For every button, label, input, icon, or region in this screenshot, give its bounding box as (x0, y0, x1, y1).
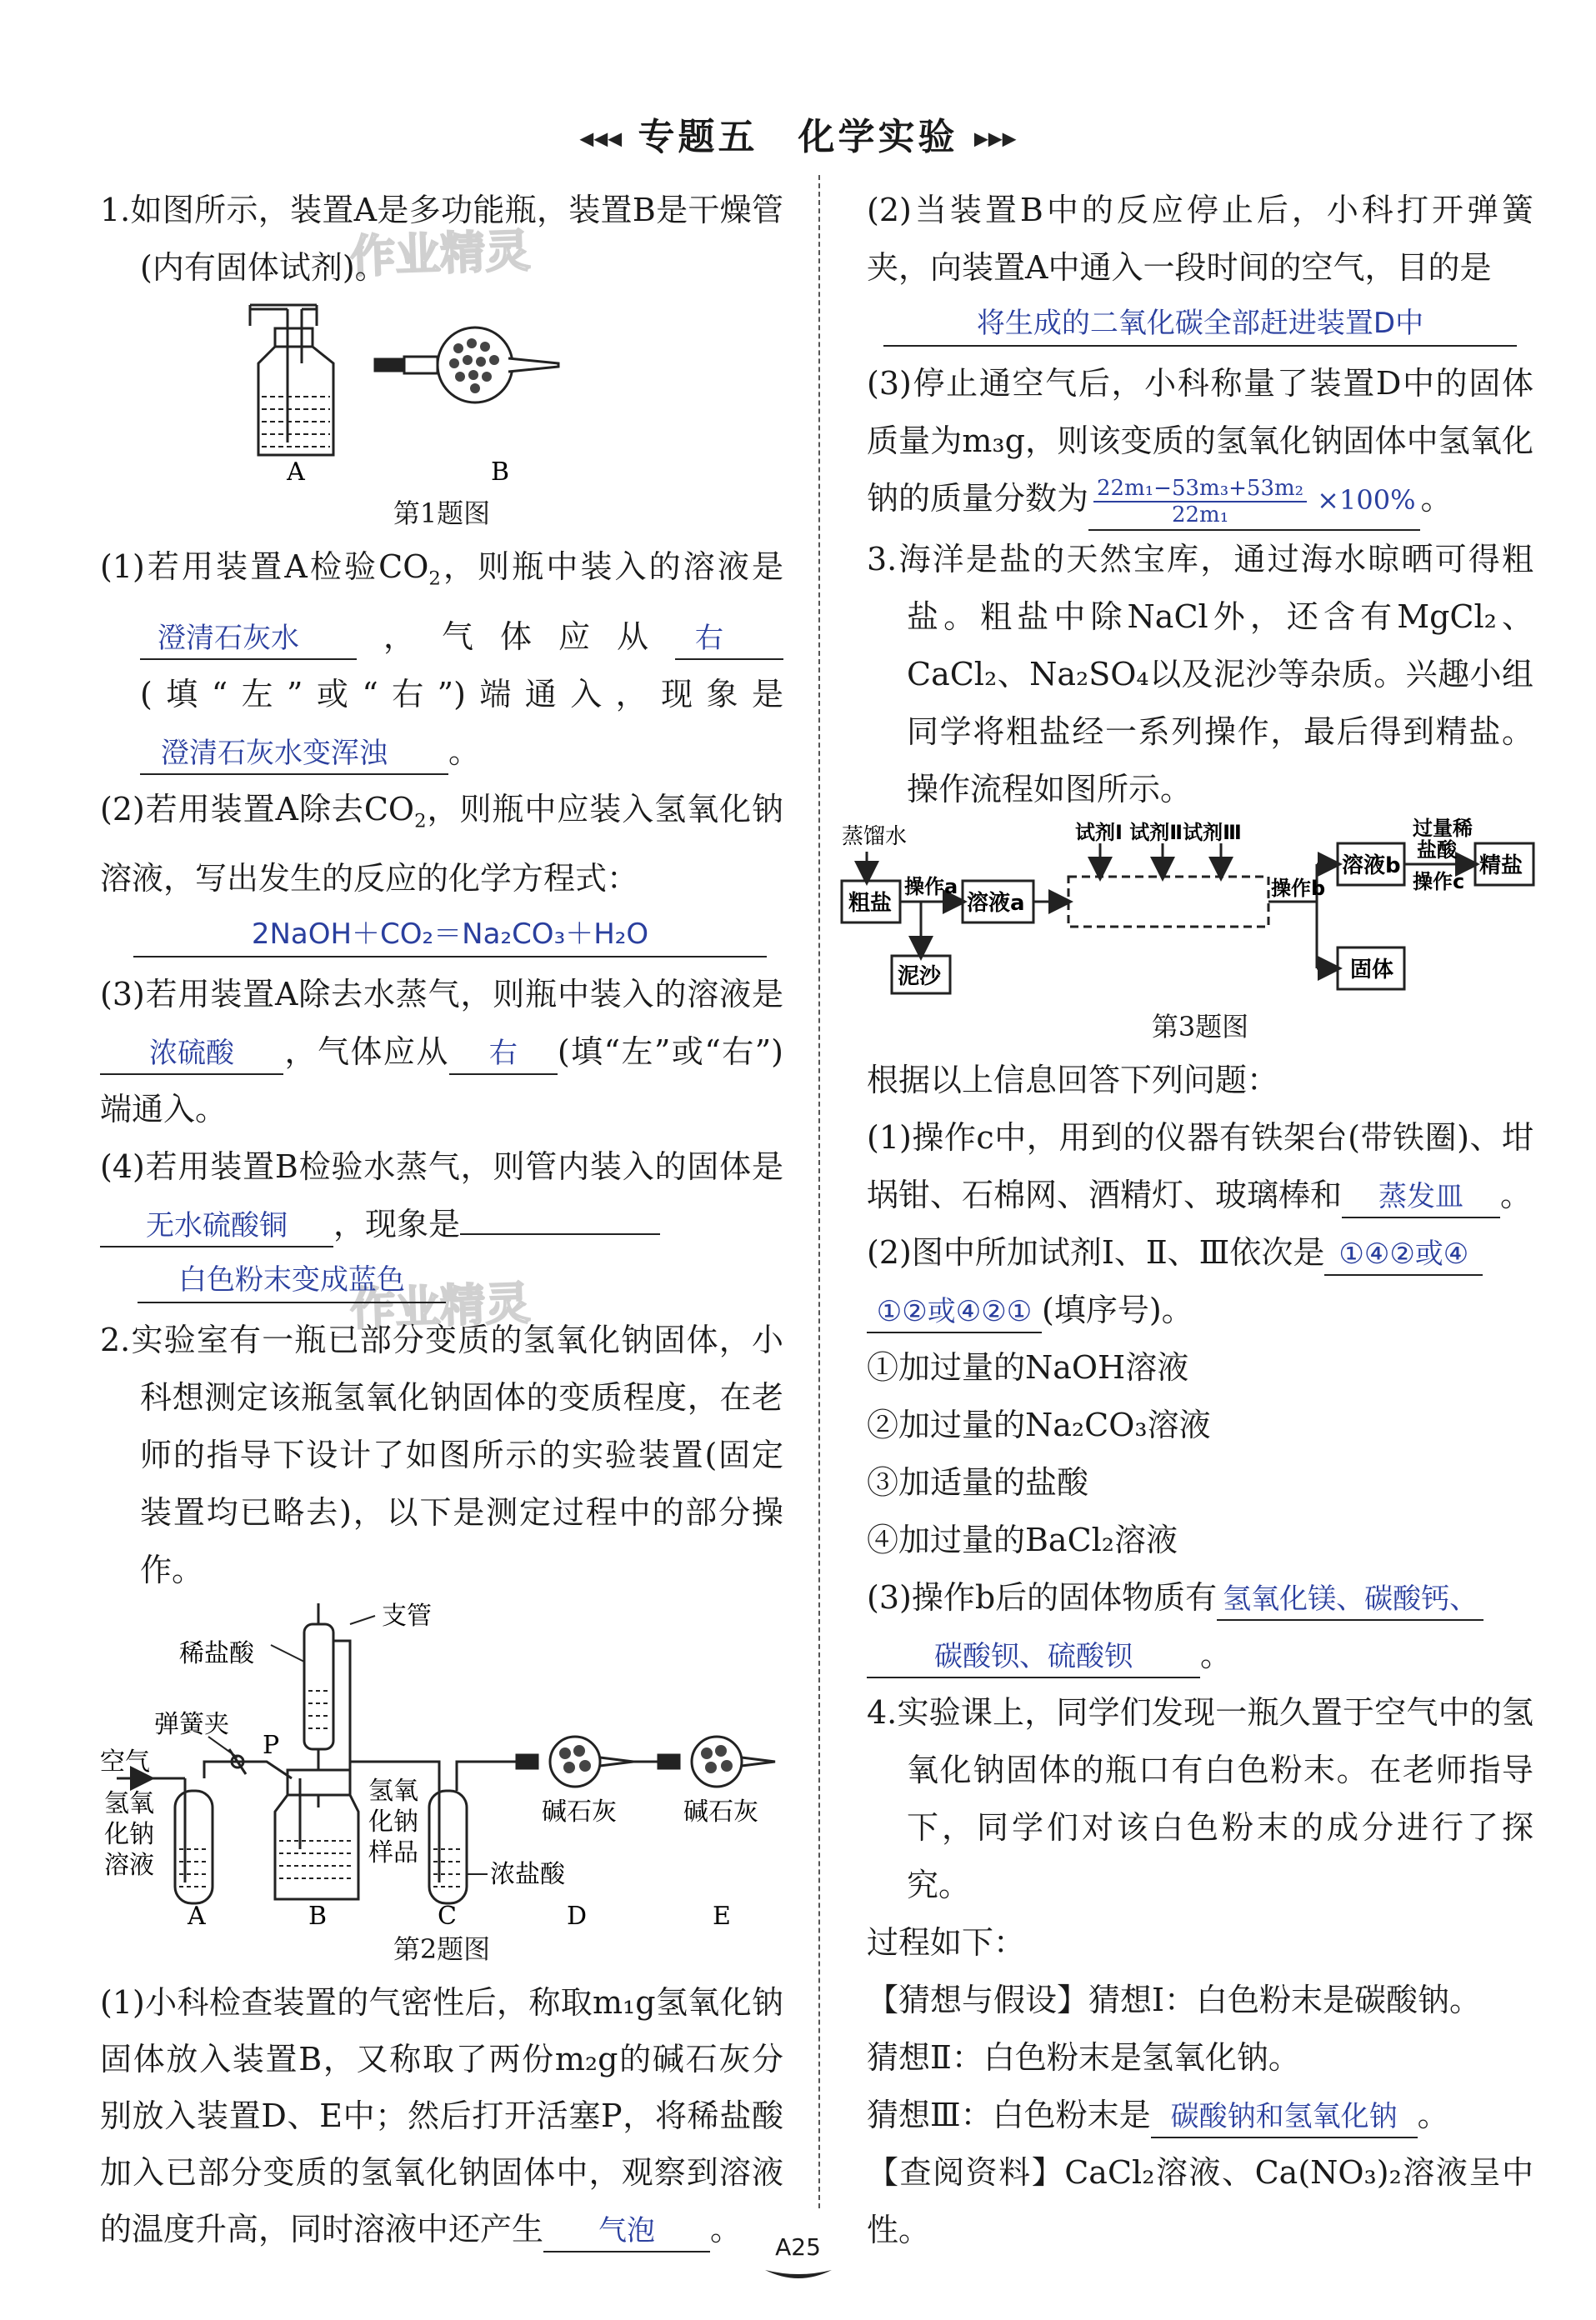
answer-blank (460, 1233, 660, 1235)
flow-mud: 泥沙 (898, 964, 942, 989)
answer-blank: 右 (675, 618, 783, 660)
fraction-tail: ×100% (1317, 484, 1416, 516)
label-b: B (308, 1902, 328, 1932)
flow-solution-a: 溶液a (967, 891, 1025, 916)
q2-part2-text: (2)当装置B中的反应停止后，小科打开弹簧夹，向装置A中通入一段时间的空气，目的是 (867, 192, 1533, 286)
label-a: A (287, 458, 305, 487)
q3-flow-chart (833, 817, 1523, 1002)
flow-solid: 固体 (1350, 958, 1394, 982)
answer-blank: 白色粉末变成蓝色 (138, 1258, 446, 1303)
flow-distilled-water: 蒸馏水 (842, 824, 908, 849)
q2-part1: (1)小科检查装置的气密性后，称取m₁g氢氧化钠固体放入装置B，又称取了两份m₂g的碱石灰分别放入装置D、E中；然后打开活塞P，将稀盐酸加入已部分变质的氢氧化钠固体中，观察到溶液的温度升高，同时溶液中还产生 气泡 。 (100, 1974, 783, 2258)
right-column (842, 182, 1533, 2259)
label-dilute-hcl: 稀盐酸 (179, 1639, 254, 1669)
q3-part2-text: (填序号)。 (1042, 1292, 1193, 1328)
label-spring-clamp: 弹簧夹 (154, 1710, 229, 1740)
flow-crude-salt: 粗盐 (848, 891, 893, 916)
label-b: B (490, 458, 510, 487)
q3-caption: 第3题图 (1151, 1011, 1249, 1042)
q3-part2-text: (2)图中所加试剂Ⅰ、Ⅱ、Ⅲ依次是 (867, 1234, 1325, 1271)
answer-blank: 澄清石灰水变浑浊 (140, 733, 448, 775)
label-naoh-sample: 样品 (368, 1838, 418, 1868)
flow-op-b: 操作b (1271, 877, 1326, 900)
q2-part3-text: (3)停止通空气后，小科称量了装置D中的固体质量为m₃g，则该变质的氢氧化钠固体中氢氧化钠的质量分数为 (867, 365, 1533, 517)
q3-option: ②加过量的Na₂CO₃溶液 (867, 1407, 1211, 1443)
q4-stem: 4.实验课上，同学们发现一瓶久置于空气中的氢氧化钠固体的瓶口有白色粉末。在老师指导下，同学们对该白色粉末的成分进行了探究。 (867, 1694, 1533, 1903)
label-conc-h2so4: 浓盐酸 (490, 1860, 565, 1890)
q3-option: ④加过量的BaCl₂溶液 (867, 1522, 1178, 1558)
answer-blank: 蒸发皿 (1342, 1177, 1500, 1218)
q1-stem: 1.如图所示，装置A是多功能瓶，装置B是干燥管(内有固体试剂)。 (100, 192, 783, 286)
q1-part2-text: ，则瓶中应装入氢氧化钠溶液，写出发生的反应的化学方程式： (100, 790, 783, 898)
q2-part3: (3)停止通空气后，小科称量了装置D中的固体质量为m₃g，则该变质的氢氧化钠固体中氢氧化钠的质量分数为 $\frac{\text{22m₁−53m₃+53m₂}}{\text{22m₁}}$ ×100% 。 (867, 355, 1533, 531)
q3-stem: 3.海洋是盐的天然宝库，通过海水晾晒可得粗盐。粗盐中除NaCl外，还含有MgCl₂、CaCl₂、Na₂SO₄以及泥沙等杂质。兴趣小组同学将粗盐经一系列操作，最后得到精盐。操作流程如图所示。 (867, 541, 1533, 808)
q4-guess-3-text: 猜想Ⅲ：白色粉末是 (867, 2097, 1151, 2133)
answer-blank: 氢氧化镁、碳酸钙、 (1217, 1579, 1483, 1621)
column-divider (818, 175, 820, 2208)
q1-part3 (100, 966, 783, 1138)
q2-apparatus-figure (100, 1599, 783, 1932)
q1-part3-text: (3)若用装置A除去水蒸气，则瓶中装入的溶液是 (100, 976, 783, 1013)
label-naoh-solution: 氢氧 (104, 1789, 154, 1819)
left-arrow-mark: ◀◀◀ (579, 128, 623, 150)
answer-blank: ①④②或④ (1324, 1234, 1483, 1276)
q3-part1-text: (1)操作c中，用到的仪器有铁架台(带铁圈)、坩埚钳、石棉网、酒精灯、玻璃棒和 (867, 1119, 1533, 1213)
answer-blank: 浓硫酸 (100, 1033, 283, 1075)
q3-part3: (3)操作b后的固体物质有 氢氧化镁、碳酸钙、 碳酸钡、硫酸钡 。 (867, 1569, 1533, 1684)
q4-guess-1: 【猜想与假设】猜想Ⅰ：白色粉末是碳酸钠。 (867, 1982, 1482, 2018)
title-text: 专题五 化学实验 (638, 116, 958, 158)
q4-process: 过程如下： (867, 1924, 1026, 1961)
q1-part1-text: (1)若用装置A检验CO (100, 548, 429, 585)
page-title (0, 107, 1596, 160)
label-branch-pipe: 支管 (382, 1602, 432, 1632)
q1-part1-text: ，气体应从 (357, 618, 675, 655)
fraction-answer (1088, 470, 1420, 531)
q1-figure (225, 297, 658, 488)
q2-stem: 2.实验室有一瓶已部分变质的氢氧化钠固体，小科想测定该瓶氢氧化钠固体的变质程度，在老师的指导下设计了如图所示的实验装置(固定装置均已略去)，以下是测定过程中的部分操作。 (100, 1322, 783, 1589)
q3-part1: (1)操作c中，用到的仪器有铁架台(带铁圈)、坩埚钳、石棉网、酒精灯、玻璃棒和 蒸发皿 。 (867, 1109, 1533, 1224)
q1-part3-text: (填“左”或“右”)端通入。 (100, 1033, 783, 1128)
drying-tube-icon (375, 328, 558, 402)
answer-blank: 气泡 (543, 2211, 710, 2252)
q1-part1-text: (填“左”或“右”)端通入，现象是 (140, 675, 783, 712)
label-naoh-solution: 化钠 (104, 1820, 154, 1850)
page-number (0, 2233, 1596, 2288)
answer-blank: ①②或④②① (867, 1292, 1042, 1333)
q1-part4-text: ，现象是 (333, 1206, 461, 1243)
q3-option: ①加过量的NaOH溶液 (867, 1349, 1189, 1386)
label-e: E (713, 1902, 731, 1932)
answer-blank: 碳酸钠和氢氧化钠 (1151, 2097, 1418, 2138)
flow-op-c: 操作c (1413, 870, 1465, 893)
label-d: D (567, 1902, 588, 1932)
q1-part4 (100, 1138, 783, 1253)
q4-guess-2: 猜想Ⅱ：白色粉末是氢氧化钠。 (867, 2039, 1300, 2076)
q2-part2 (867, 182, 1533, 297)
answer-blank: 将生成的二氧化碳全部赶进装置D中 (883, 302, 1517, 347)
q3-option: ③加适量的盐酸 (867, 1464, 1089, 1501)
q1-part1-text: ，则瓶中装入的溶液是 (440, 548, 783, 585)
label-naoh-solution: 溶液 (104, 1851, 154, 1881)
watermark: 作业精灵 (349, 1277, 532, 1336)
q3-part3-text: (3)操作b后的固体物质有 (867, 1579, 1218, 1616)
label-soda-lime-e: 碱石灰 (683, 1798, 758, 1828)
flow-solution-b: 溶液b (1342, 853, 1401, 878)
q3-intro: 根据以上信息回答下列问题： (867, 1062, 1279, 1098)
flow-fine-salt: 精盐 (1479, 853, 1523, 878)
label-naoh-sample: 化钠 (368, 1808, 418, 1838)
q1-part3-text: ，气体应从 (283, 1033, 449, 1071)
left-column (100, 182, 783, 2258)
flow-reagents: 试剂Ⅰ 试剂Ⅱ试剂Ⅲ (1075, 821, 1242, 844)
q1-caption: 第1题图 (393, 498, 491, 529)
label-air: 空气 (100, 1748, 150, 1778)
q4-guess-3: 猜想Ⅲ：白色粉末是 碳酸钠和氢氧化钠 。 (867, 2087, 1533, 2144)
label-soda-lime-d: 碱石灰 (542, 1798, 617, 1828)
fraction-denominator: 22m₁ (1171, 502, 1229, 528)
q1-part2: (2)若用装置A除去$CO_2$，则瓶中应装入氢氧化钠溶液，写出发生的反应的化学方程式： (100, 790, 783, 898)
flow-op-a: 操作a (904, 875, 958, 898)
q1-part1: (1)若用装置A检验$CO_2$，则瓶中装入的溶液是澄清石灰水 ，气体应从 右(填“左”或“右”)端通入，现象是澄清石灰水变浑浊 。 (100, 538, 783, 781)
q1-part2-text: (2)若用装置A除去CO (100, 790, 415, 828)
answer-blank: 右 (449, 1033, 558, 1075)
page-ornament-icon (761, 2266, 836, 2282)
answer-blank: 澄清石灰水 (140, 618, 357, 660)
label-c: C (438, 1902, 457, 1932)
label-a: A (188, 1902, 206, 1932)
label-valve-p: P (263, 1731, 280, 1761)
flow-excess-acid: 过量稀 (1413, 817, 1473, 840)
label-naoh-sample: 氢氧 (368, 1777, 418, 1807)
answer-blank: 无水硫酸铜 (100, 1206, 333, 1248)
q4-info: 【查阅资料】CaCl₂溶液、Ca(NO₃)₂溶液呈中性。 (867, 2154, 1533, 2248)
q3-part2 (867, 1224, 1533, 1339)
multi-function-bottle-icon (250, 305, 333, 455)
answer-blank: 碳酸钡、硫酸钡 (867, 1637, 1200, 1678)
fraction-numerator: 22m₁−53m₃+53m₂ (1093, 476, 1307, 502)
right-arrow-mark: ▶▶▶ (973, 128, 1017, 150)
page-number-text: A25 (775, 2233, 821, 2261)
equation-answer-line: 2NaOH＋CO₂＝Na₂CO₃＋H₂O (133, 912, 767, 958)
watermark: 作业精灵 (349, 224, 532, 283)
q1-part4-text: (4)若用装置B检验水蒸气，则管内装入的固体是 (100, 1148, 783, 1186)
q2-part1-text: (1)小科检查装置的气密性后，称取m₁g氢氧化钠固体放入装置B，又称取了两份m₂g的碱石灰分别放入装置D、E中；然后打开活塞P，将稀盐酸加入已部分变质的氢氧化钠固体中，观察到溶液的温度升高，同时溶液中还产生 (100, 1984, 783, 2248)
flow-excess-acid: 盐酸 (1417, 838, 1457, 862)
q2-caption: 第2题图 (393, 1933, 491, 1966)
